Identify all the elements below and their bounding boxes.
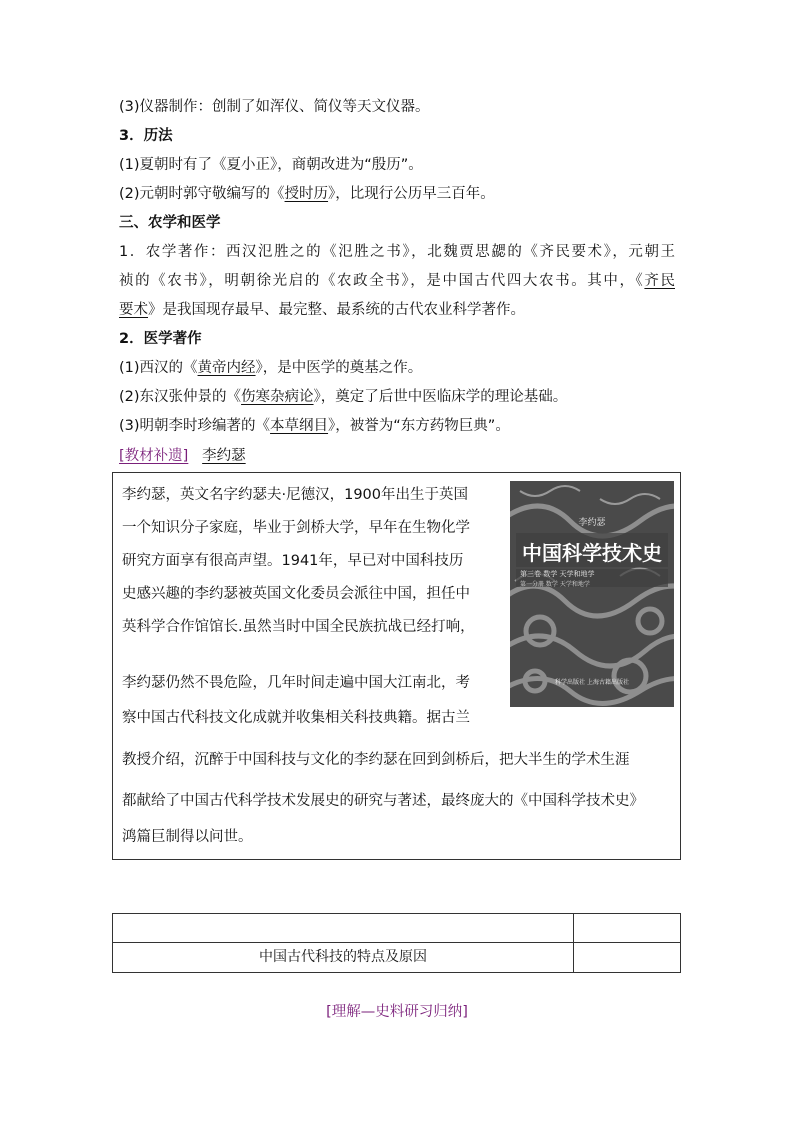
text: 》，比现行公历早三百年。 bbox=[328, 186, 495, 202]
underlined-term: 授时历 bbox=[284, 186, 329, 202]
text: 》是我国现存最早、最完整、最系统的古代农业科学著作。 bbox=[148, 302, 525, 318]
heading-calendar: 3．历法 bbox=[119, 128, 173, 144]
table-row-right-cell bbox=[574, 944, 680, 972]
supplement-title: 李约瑟 bbox=[202, 448, 246, 464]
line-bencao bbox=[119, 416, 510, 436]
book-cover-image bbox=[510, 481, 674, 707]
box-line-8: 教授介绍，沉醉于中国科技与文化的李约瑟在回到剑桥后，把大半生的学术生涯 bbox=[122, 752, 630, 768]
table-row-title: 中国古代科技的特点及原因 bbox=[259, 949, 427, 965]
box-line-3: 研究方面享有很高声望。1941年，早已对中国科技历 bbox=[122, 553, 464, 569]
box-line-9: 都献给了中国古代科学技术发展史的研究与著述，最终庞大的《中国科学技术史》 bbox=[122, 793, 644, 809]
line-huangdi-neijing bbox=[119, 358, 422, 378]
underlined-term: 黄帝内经 bbox=[197, 360, 256, 376]
cover-subtitle-2: 第一分册 数学 天学和地学 bbox=[520, 581, 590, 588]
supplement-tag-line bbox=[119, 446, 246, 466]
box-line-6: 李约瑟仍然不畏危险，几年时间走遍中国大江南北，考 bbox=[122, 675, 470, 691]
underlined-term: 本草纲目 bbox=[270, 418, 329, 434]
line-instruments: (3)仪器制作：创制了如浑仪、简仪等天文仪器。 bbox=[119, 99, 430, 115]
paragraph-agri-line2 bbox=[119, 271, 675, 291]
underlined-term: 齐民 bbox=[644, 273, 675, 289]
supplement-box bbox=[112, 472, 681, 860]
text: 祯的《农书》，明朝徐光启的《农政全书》，是中国古代四大农书。其中，《 bbox=[119, 273, 645, 289]
text: 》，被誉为“东方药物巨典”。 bbox=[328, 418, 510, 434]
box-line-10: 鸿篇巨制得以问世。 bbox=[122, 829, 253, 845]
section-heading-agriculture-medicine: 三、农学和医学 bbox=[119, 215, 221, 231]
text: (2)元朝时郭守敬编写的《 bbox=[119, 186, 285, 202]
supplement-tag: [教材补遗] bbox=[119, 448, 189, 464]
text: 》，奠定了后世中医临床学的理论基础。 bbox=[313, 389, 568, 405]
line-xia-calendar: (1)夏朝时有了《夏小正》，商朝改进为“殷历”。 bbox=[119, 157, 423, 173]
table-header-right-cell bbox=[574, 914, 680, 942]
table-divider bbox=[113, 942, 680, 943]
underlined-term: 要术 bbox=[119, 302, 148, 318]
heading-medical-works: 2．医学著作 bbox=[119, 331, 202, 347]
text: (2)东汉张仲景的《 bbox=[119, 389, 242, 405]
box-line-2: 一个知识分子家庭，毕业于剑桥大学，早年在生物化学 bbox=[122, 520, 470, 536]
table-header-cell bbox=[113, 914, 573, 942]
line-shoushi-calendar bbox=[119, 184, 495, 204]
box-line-4: 史感兴趣的李约瑟被英国文化委员会派往中国，担任中 bbox=[122, 586, 470, 602]
text: (3)明朝李时珍编著的《 bbox=[119, 418, 271, 434]
cover-title: 中国科学技术史 bbox=[522, 541, 662, 565]
underlined-term: 伤寒杂病论 bbox=[241, 389, 314, 405]
paragraph-agri-line1: 1．农学著作：西汉氾胜之的《氾胜之书》，北魏贾思勰的《齐民要术》，元朝王 bbox=[119, 244, 675, 260]
cover-subtitle-1: 第三卷 数学 天学和地学 bbox=[520, 570, 595, 578]
section-footer-heading: [理解—史料研习归纳] bbox=[326, 1004, 468, 1020]
cover-publisher: 科学出版社 上海古籍出版社 bbox=[555, 679, 629, 686]
box-line-5: 英科学合作馆馆长.虽然当时中国全民族抗战已经打响， bbox=[122, 619, 475, 635]
cover-author: 李约瑟 bbox=[578, 518, 606, 528]
box-line-7: 察中国古代科技文化成就并收集相关科技典籍。据古兰 bbox=[122, 710, 470, 726]
text: 》，是中医学的奠基之作。 bbox=[255, 360, 423, 376]
line-shanghan bbox=[119, 387, 567, 407]
paragraph-agri-line3 bbox=[119, 300, 525, 320]
box-line-1: 李约瑟，英文名字约瑟夫·尼德汉，1900年出生于英国 bbox=[122, 487, 469, 503]
topic-table bbox=[112, 913, 681, 973]
text: (1)西汉的《 bbox=[119, 360, 198, 376]
text bbox=[188, 448, 202, 464]
